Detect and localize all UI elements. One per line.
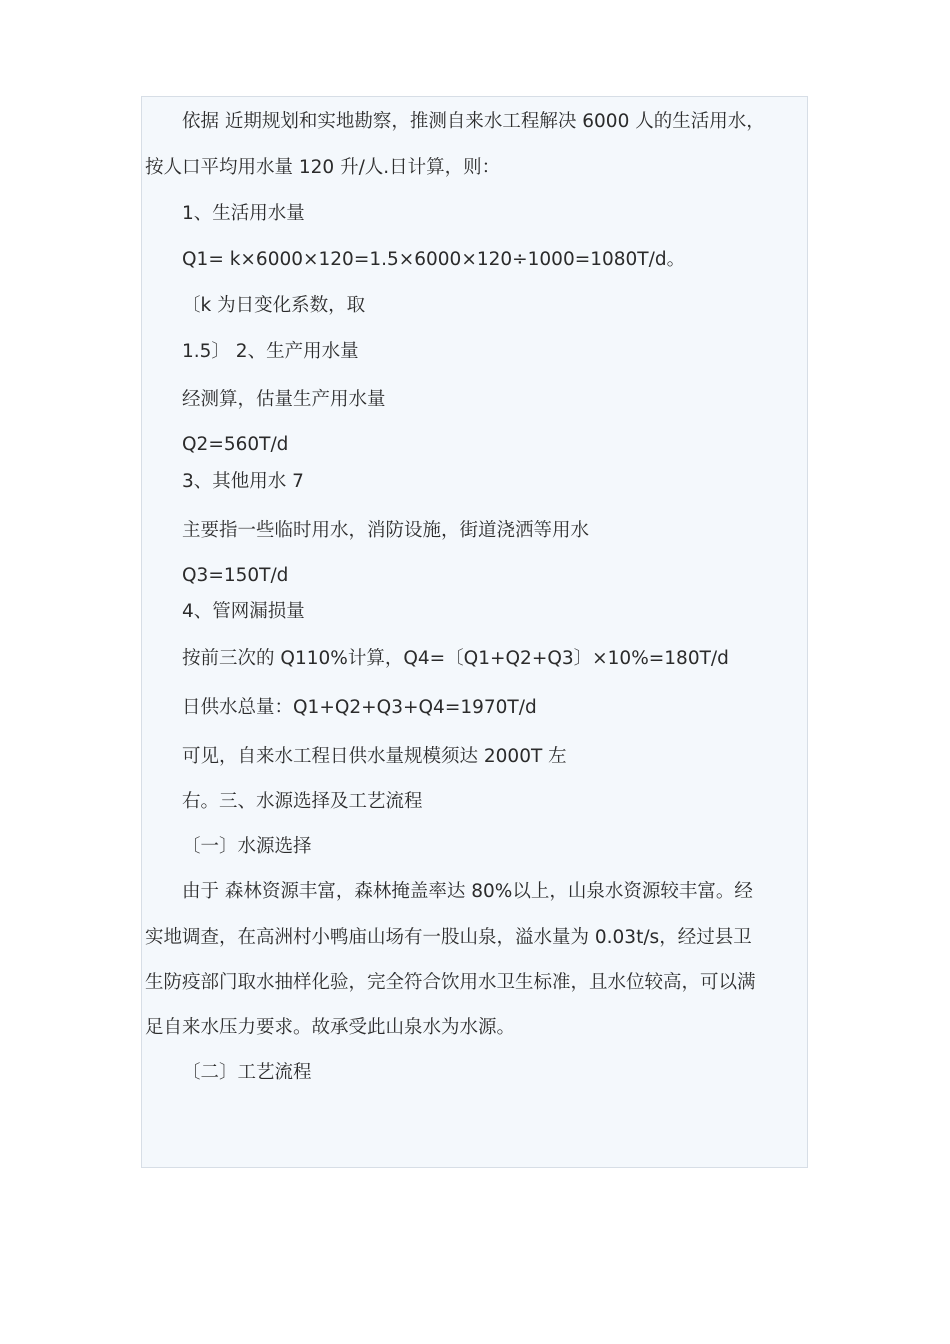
- paragraph-intro-line-2: 按人口平均用水量 120 升/人.日计算，则：: [145, 157, 501, 178]
- text-production-estimate: 经测算，估量生产用水量: [182, 389, 386, 410]
- paragraph-source-line-3: 生防疫部门取水抽样化验，完全符合饮用水卫生标准，且水位较高，可以满: [145, 972, 756, 993]
- note-k-coefficient: 〔k 为日变化系数，取: [182, 295, 366, 316]
- paragraph-source-line-1: 由于 森林资源丰富，森林掩盖率达 80%以上，山泉水资源较丰富。经: [182, 881, 753, 902]
- heading-domestic-water: 1、生活用水量: [182, 203, 305, 224]
- formula-total: 日供水总量：Q1+Q2+Q3+Q4=1970T/d: [182, 697, 537, 718]
- paragraph-source-line-4: 足自来水压力要求。故承受此山泉水为水源。: [145, 1017, 516, 1038]
- formula-q3: Q3=150T/d: [182, 565, 289, 586]
- heading-pipe-loss: 4、管网漏损量: [182, 601, 305, 622]
- text-supply-scale: 可见，自来水工程日供水量规模须达 2000T 左: [182, 746, 567, 767]
- heading-production-water: 1.5〕 2、生产用水量: [182, 341, 359, 362]
- text-other-water: 主要指一些临时用水，消防设施，街道浇洒等用水: [182, 520, 590, 541]
- formula-q1: Q1= k×6000×120=1.5×6000×120÷1000=1080T/d。: [182, 249, 686, 270]
- heading-other-water: 3、其他用水 7: [182, 471, 304, 492]
- heading-section-three: 右。三、水源选择及工艺流程: [182, 791, 423, 812]
- heading-process-flow: 〔二〕工艺流程: [182, 1062, 312, 1083]
- formula-q4: 按前三次的 Q110%计算，Q4=〔Q1+Q2+Q3〕×10%=180T/d: [182, 648, 729, 669]
- heading-water-source: 〔一〕水源选择: [182, 836, 312, 857]
- paragraph-intro-line-1: 依据 近期规划和实地勘察，推测自来水工程解决 6000 人的生活用水，: [182, 111, 765, 132]
- paragraph-source-line-2: 实地调查，在高洲村小鸭庙山场有一股山泉，溢水量为 0.03t/s，经过县卫: [145, 927, 752, 948]
- formula-q2: Q2=560T/d: [182, 434, 289, 455]
